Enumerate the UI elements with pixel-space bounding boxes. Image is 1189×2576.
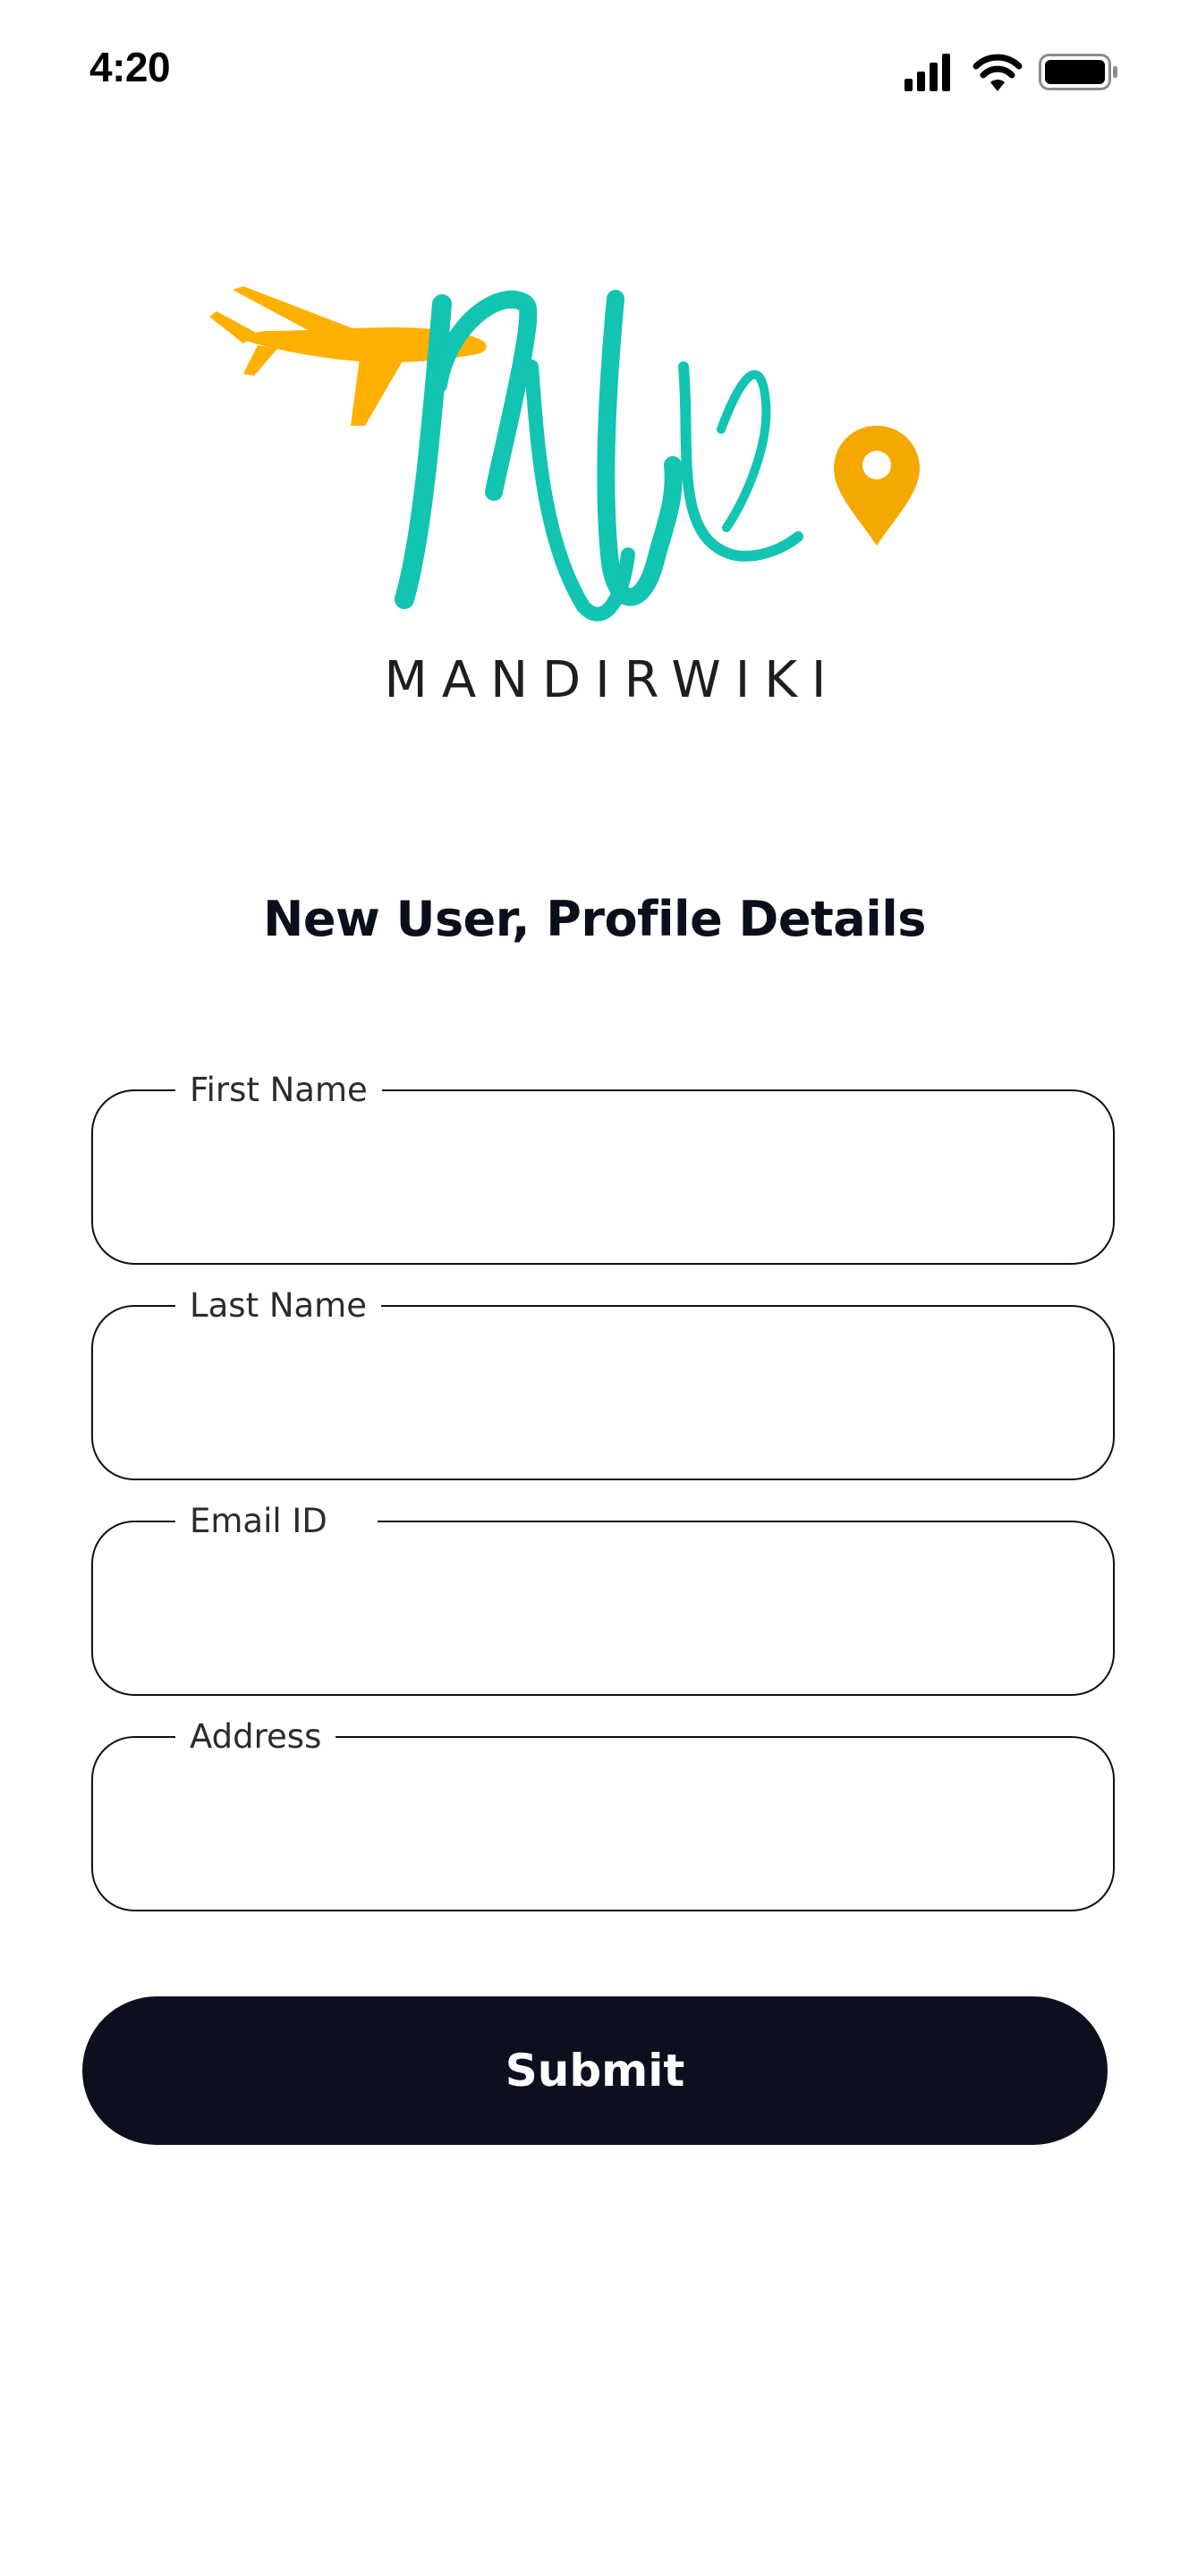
email-id-field[interactable] — [91, 1502, 1115, 1696]
address-label: Address — [175, 1715, 335, 1759]
first-name-input[interactable] — [129, 1136, 1077, 1224]
battery-icon — [1040, 55, 1118, 89]
location-pin-icon — [834, 426, 920, 546]
submit-button[interactable]: Submit — [82, 1996, 1108, 2145]
wifi-icon — [976, 57, 1019, 91]
status-time: 4:20 — [89, 44, 171, 90]
email-id-label: Email ID — [175, 1499, 378, 1544]
last-name-field[interactable] — [91, 1286, 1115, 1480]
address-field[interactable] — [91, 1717, 1115, 1911]
last-name-label: Last Name — [175, 1284, 381, 1328]
email-id-input[interactable] — [129, 1567, 1077, 1655]
brand-name: MANDIRWIKI — [384, 651, 841, 709]
cellular-signal-icon — [904, 54, 950, 91]
page-title: New User, Profile Details — [263, 891, 926, 947]
status-bar — [0, 0, 1189, 134]
mandirwiki-logo — [208, 268, 923, 716]
first-name-field[interactable] — [91, 1071, 1115, 1265]
address-input[interactable] — [129, 1783, 1077, 1870]
last-name-input[interactable] — [129, 1352, 1077, 1439]
first-name-label: First Name — [175, 1068, 382, 1113]
status-icons — [904, 50, 1119, 95]
